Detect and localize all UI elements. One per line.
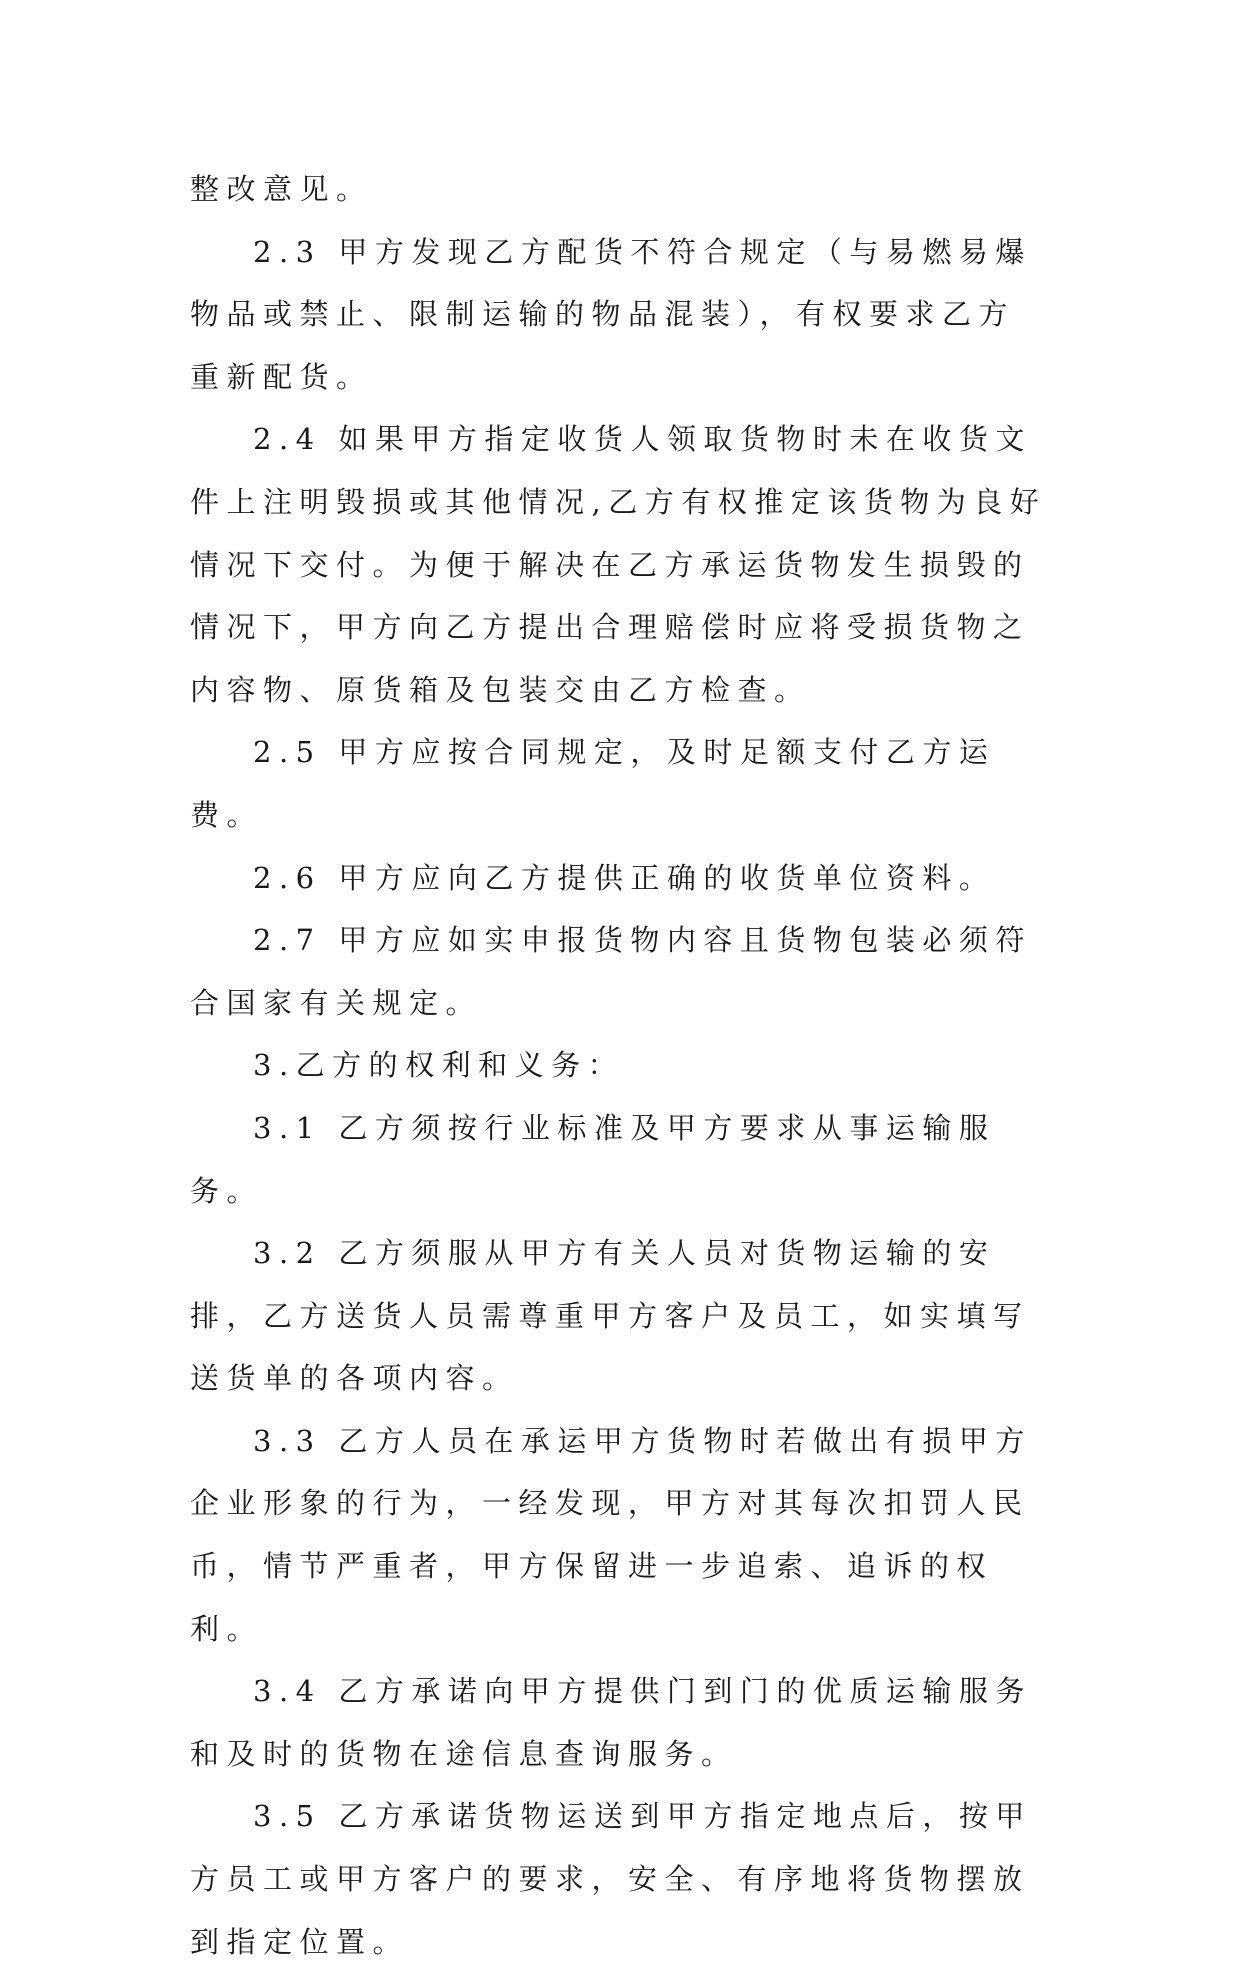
clause-2-6: 2.6 甲方应向乙方提供正确的收货单位资料。 — [253, 860, 996, 895]
clause-2-7: 2.7 甲方应如实申报货物内容且货物包装必须符合国家有关规定。 — [190, 923, 1032, 1020]
clause-2-5: 2.5 甲方应按合同规定，及时足额支付乙方运费。 — [190, 735, 996, 832]
document-body — [190, 158, 1050, 1973]
section-3-heading: 3.乙方的权利和义务： — [253, 1048, 625, 1083]
clause-2-4: 2.4 如果甲方指定收货人领取货物时未在收货文件上注明毁损或其他情况,乙方有权推定该货物为良好情况下交付。为便于解决在乙方承运货物发生损毁的情况下，甲方向乙方提出合理赔偿时应将受损货物之内容物、原货箱及包装交由乙方检查。 — [190, 422, 1047, 707]
paragraph-continuation: 整改意见。 — [190, 172, 373, 206]
clause-3-1: 3.1 乙方须按行业标准及甲方要求从事运输服务。 — [190, 1110, 996, 1208]
clause-3-3: 3.3 乙方人员在承运甲方货物时若做出有损甲方企业形象的行为，一经发现，甲方对其每次扣罚人民币，情节严重者，甲方保留进一步追索、追诉的权利。 — [190, 1423, 1032, 1646]
clause-2-3: 2.3 甲方发现乙方配货不符合规定（与易燃易爆物品或禁止、限制运输的物品混装），有权要求乙方重新配货。 — [190, 234, 1032, 394]
clause-3-2: 3.2 乙方须服从甲方有关人员对货物运输的安排，乙方送货人员需尊重甲方客户及员工，如实填写送货单的各项内容。 — [190, 1236, 1030, 1396]
clause-3-5: 3.5 乙方承诺货物运送到甲方指定地点后，按甲方员工或甲方客户的要求，安全、有序地将货物摆放到指定位置。 — [190, 1799, 1032, 1959]
clause-3-4: 3.4 乙方承诺向甲方提供门到门的优质运输服务和及时的货物在途信息查询服务。 — [190, 1674, 1032, 1771]
